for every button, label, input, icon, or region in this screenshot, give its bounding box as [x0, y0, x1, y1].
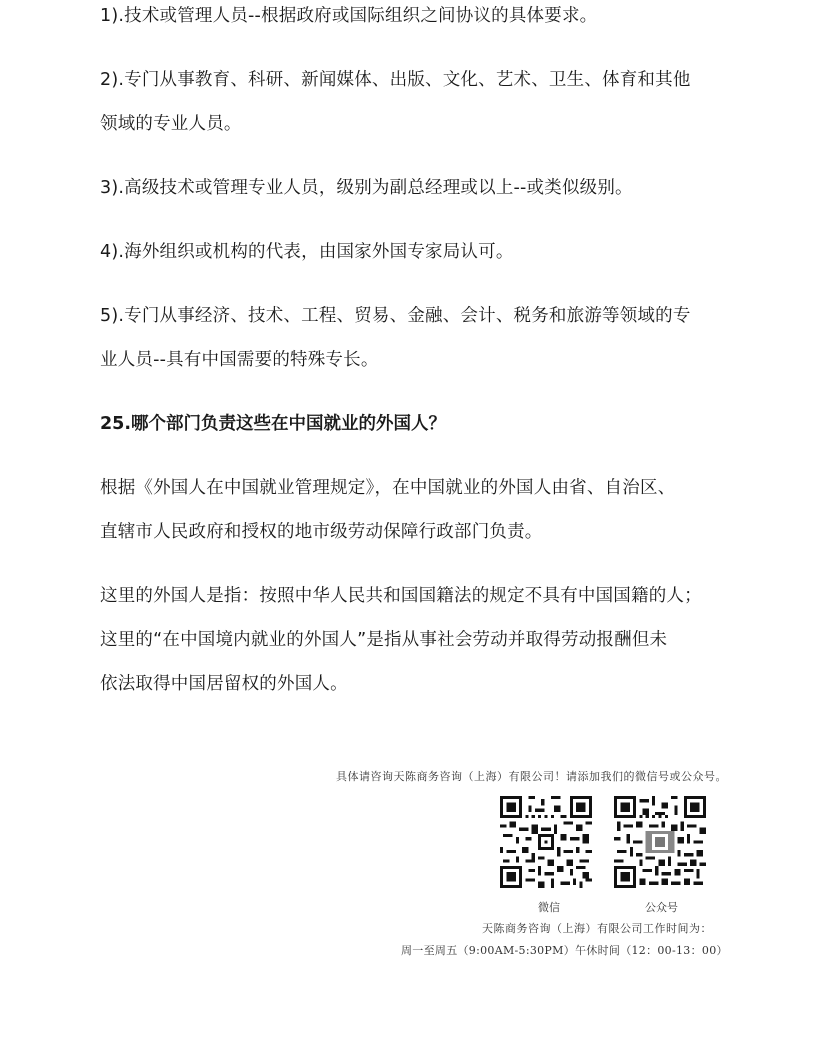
answer-1-line-2: 直辖市人民政府和授权的地市级劳动保障行政部门负责。	[100, 522, 543, 542]
working-hours-title: 天陈商务咨询（上海）有限公司工作时间为：	[482, 922, 712, 935]
answer-1-line-1: 根据《外国人在中国就业管理规定》，在中国就业的外国人由省、自治区、	[100, 478, 676, 498]
question-heading: 25.哪个部门负责这些在中国就业的外国人？	[100, 414, 446, 434]
list-item-2-line-2: 领域的专业人员。	[100, 114, 242, 134]
wechat-qr-code	[500, 796, 592, 888]
official-account-qr-label: 公众号	[645, 901, 678, 914]
list-item-5-line-2: 业人员--具有中国需要的特殊专长。	[100, 350, 379, 370]
answer-2-line-2: 这里的“在中国境内就业的外国人”是指从事社会劳动并取得劳动报酬但未	[100, 630, 668, 650]
wechat-qr-label: 微信	[538, 901, 560, 914]
document-body	[100, 0, 740, 706]
list-item-4: 4).海外组织或机构的代表，由国家外国专家局认可。	[100, 242, 514, 262]
contact-text: 具体请咨询天陈商务咨询（上海）有限公司！请添加我们的微信号或公众号。	[336, 770, 727, 783]
list-item-1: 1).技术或管理人员--根据政府或国际组织之间协议的具体要求。	[100, 6, 598, 26]
answer-2-line-1: 这里的外国人是指：按照中华人民共和国国籍法的规定不具有中国国籍的人；	[100, 586, 702, 606]
list-item-2-line-1: 2).专门从事教育、科研、新闻媒体、出版、文化、艺术、卫生、体育和其他	[100, 70, 691, 90]
list-item-5-line-1: 5).专门从事经济、技术、工程、贸易、金融、会计、税务和旅游等领域的专	[100, 306, 691, 326]
answer-2-line-3: 依法取得中国居留权的外国人。	[100, 674, 348, 694]
list-item-3: 3).高级技术或管理专业人员，级别为副总经理或以上--或类似级别。	[100, 178, 633, 198]
official-account-qr-code	[614, 796, 706, 888]
working-hours-time: 周一至周五（9:00AM-5:30PM）午休时间（12：00-13：00）	[401, 944, 728, 957]
